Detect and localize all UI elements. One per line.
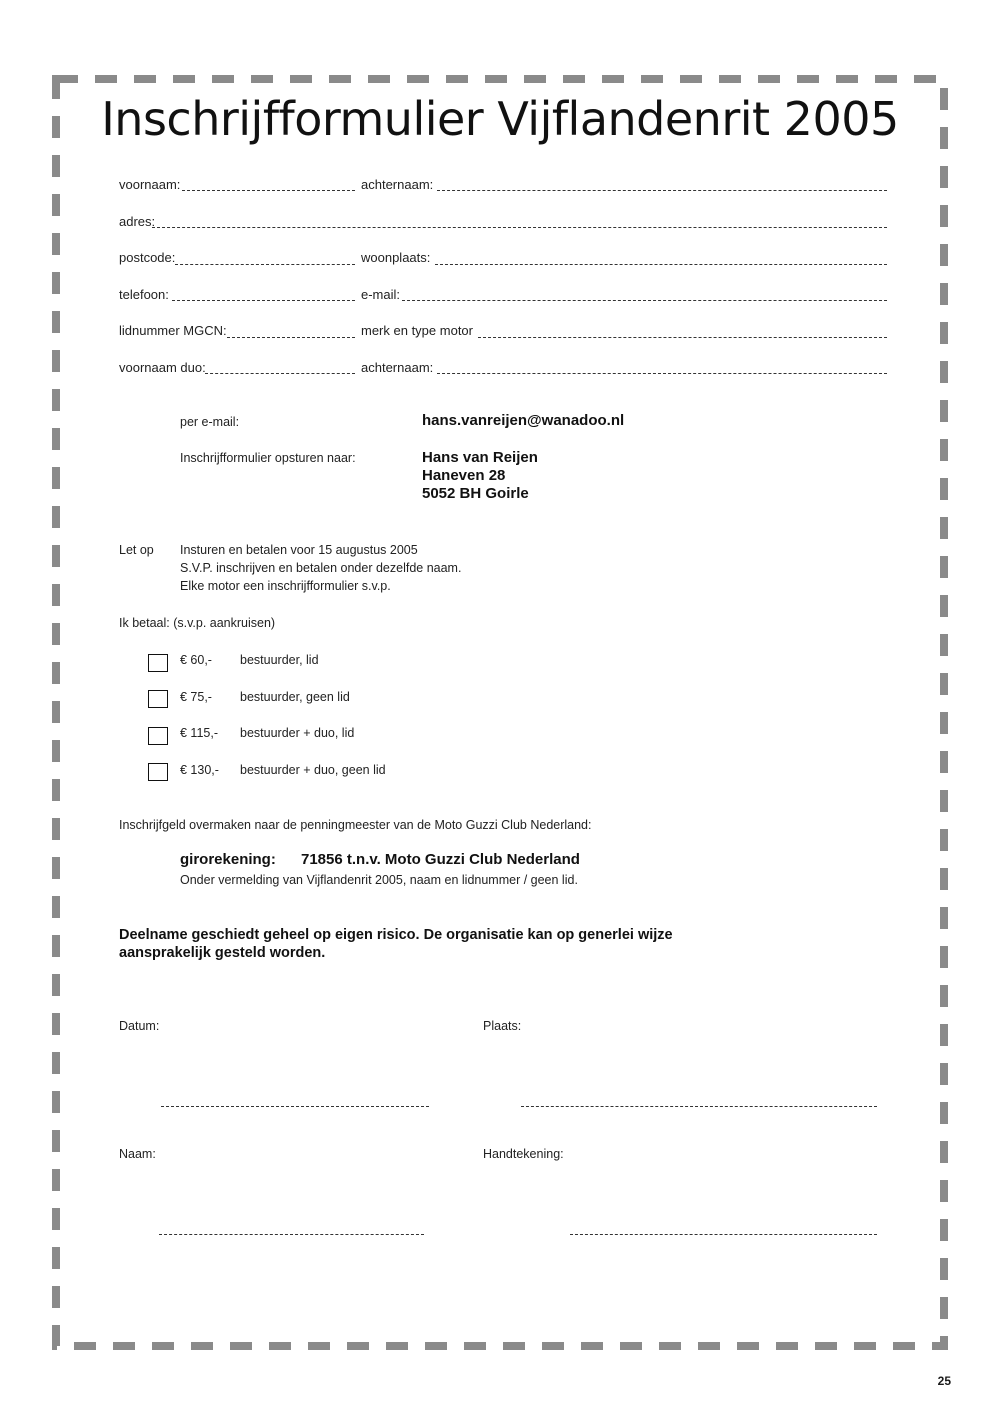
- label-naam: Naam:: [119, 1147, 156, 1161]
- label-achternaam: achternaam:: [361, 177, 434, 192]
- field-adres[interactable]: [152, 227, 887, 228]
- label-telefoon: telefoon:: [119, 287, 169, 302]
- notice-line-3: Elke motor een inschrijfformulier s.v.p.: [180, 579, 391, 593]
- label-option-1: bestuurder, lid: [240, 653, 319, 667]
- label-handtekening: Handtekening:: [483, 1147, 564, 1161]
- field-handtekening[interactable]: [570, 1234, 877, 1235]
- address-line-city: 5052 BH Goirle: [422, 485, 529, 502]
- price-option-1: € 60,-: [180, 653, 212, 667]
- label-achternaam-duo: achternaam:: [361, 360, 434, 375]
- field-email[interactable]: [402, 300, 887, 301]
- price-option-3: € 115,-: [180, 726, 218, 740]
- disclaimer: Deelname geschiedt geheel op eigen risico. De organisatie kan op generlei wijze aansprakelijk gesteld worden.: [119, 927, 673, 961]
- label-merk: merk en type motor: [361, 323, 473, 338]
- field-achternaam[interactable]: [437, 190, 887, 191]
- checkbox-option-3[interactable]: [148, 727, 168, 745]
- field-voornaam[interactable]: [182, 190, 355, 191]
- label-datum: Datum:: [119, 1019, 160, 1033]
- notice-line-1: Insturen en betalen voor 15 augustus 2005: [180, 543, 418, 557]
- checkbox-option-4[interactable]: [148, 763, 168, 781]
- field-plaats[interactable]: [521, 1106, 877, 1107]
- label-per-email: per e-mail:: [180, 415, 240, 429]
- contact-email: hans.vanreijen@wanadoo.nl: [422, 412, 625, 429]
- giro-label: girorekening:: [180, 851, 276, 868]
- notice-label: Let op: [119, 543, 154, 557]
- price-option-2: € 75,-: [180, 690, 212, 704]
- field-telefoon[interactable]: [172, 300, 355, 301]
- transfer-intro: Inschrijfgeld overmaken naar de penningmeester van de Moto Guzzi Club Nederland:: [119, 818, 592, 832]
- field-datum[interactable]: [161, 1106, 429, 1107]
- label-postcode: postcode:: [119, 250, 176, 265]
- label-option-4: bestuurder + duo, geen lid: [240, 763, 386, 777]
- label-option-2: bestuurder, geen lid: [240, 690, 350, 704]
- label-woonplaats: woonplaats:: [361, 250, 431, 265]
- payment-heading: Ik betaal: (s.v.p. aankruisen): [119, 616, 276, 630]
- label-email: e-mail:: [361, 287, 401, 302]
- label-plaats: Plaats:: [483, 1019, 522, 1033]
- label-option-3: bestuurder + duo, lid: [240, 726, 355, 740]
- notice-line-2: S.V.P. inschrijven en betalen onder dezelfde naam.: [180, 561, 462, 575]
- label-voornaam: voornaam:: [119, 177, 181, 192]
- address-line-street: Haneven 28: [422, 467, 506, 484]
- field-achternaam-duo[interactable]: [437, 373, 887, 374]
- label-lidnummer: lidnummer MGCN:: [119, 323, 227, 338]
- field-lidnummer[interactable]: [227, 337, 355, 338]
- price-option-4: € 130,-: [180, 763, 219, 777]
- field-naam[interactable]: [159, 1234, 424, 1235]
- form-title: Inschrijfformulier Vijflandenrit 2005: [101, 92, 899, 146]
- page-number: 25: [937, 1374, 951, 1388]
- label-voornaam-duo: voornaam duo:: [119, 360, 206, 375]
- address-line-name: Hans van Reijen: [422, 449, 538, 466]
- field-postcode[interactable]: [175, 264, 355, 265]
- label-send-to: Inschrijfformulier opsturen naar:: [180, 451, 356, 465]
- transfer-note: Onder vermelding van Vijflandenrit 2005, naam en lidnummer / geen lid.: [180, 873, 578, 887]
- checkbox-option-2[interactable]: [148, 690, 168, 708]
- giro-value: 71856 t.n.v. Moto Guzzi Club Nederland: [301, 851, 580, 868]
- checkbox-option-1[interactable]: [148, 654, 168, 672]
- field-voornaam-duo[interactable]: [205, 373, 355, 374]
- field-woonplaats[interactable]: [435, 264, 887, 265]
- field-merk[interactable]: [478, 337, 887, 338]
- label-adres: adres:: [119, 214, 156, 229]
